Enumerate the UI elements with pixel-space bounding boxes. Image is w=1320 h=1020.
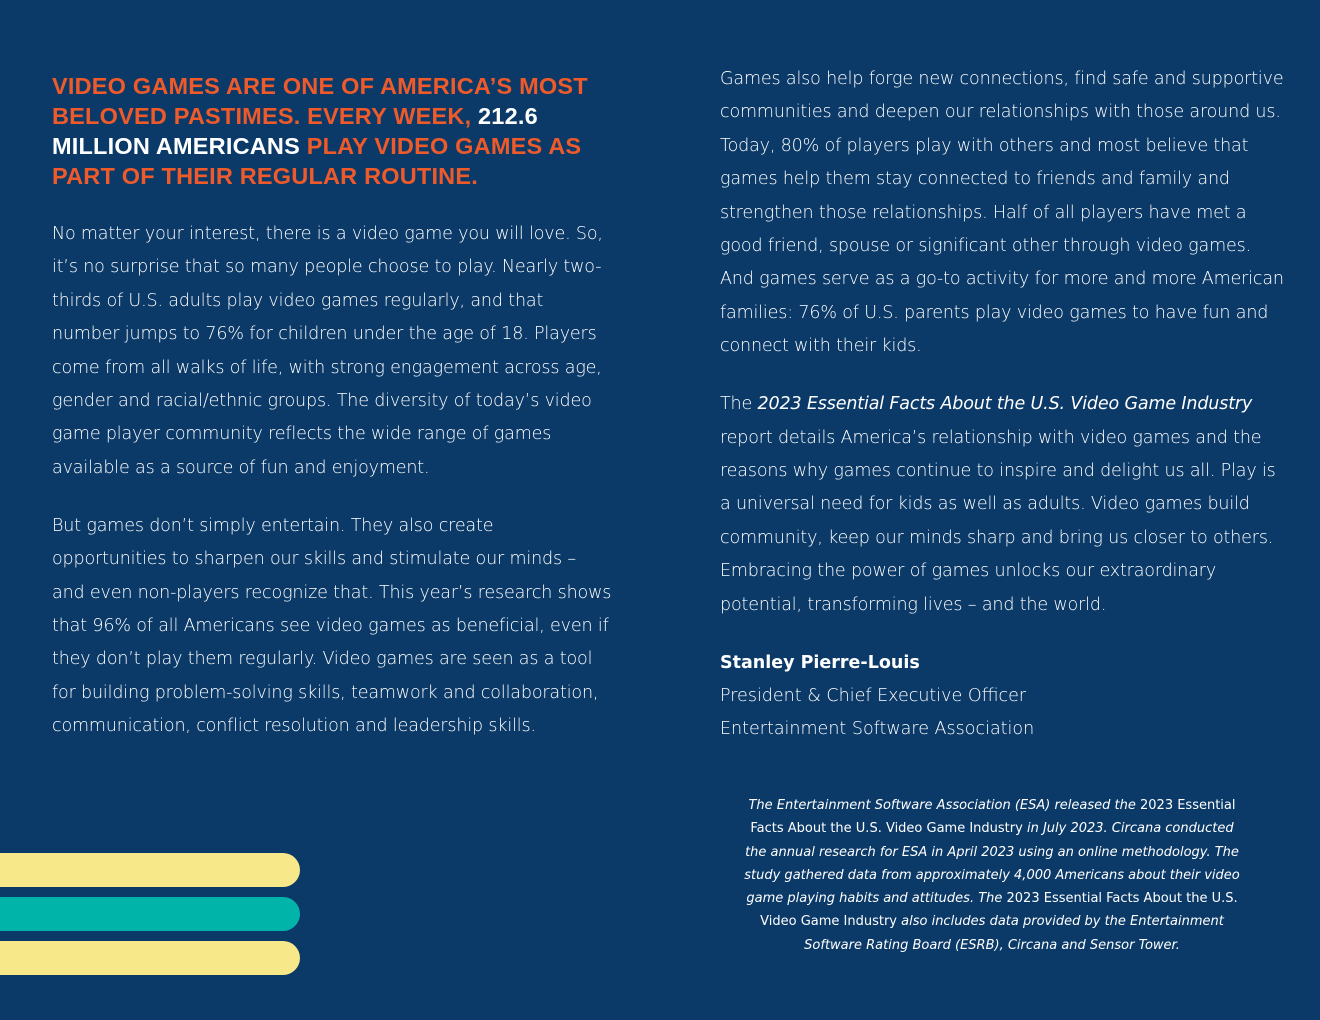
decorative-stripe-teal [0, 897, 300, 931]
footnote-report-title-2: 2023 Essential Facts About the U.S. Video Game Industry [760, 891, 1238, 930]
footnote-seg-3: in July 2023. Circana conducted the annual research for ESA in April 2023 using an online methodology. The study gathered data from approximately 4,000 Americans about their video game playing habits and attitudes. The [744, 821, 1240, 907]
left-column [52, 218, 612, 768]
footnote-seg-1: The Entertainment Software Association (ESA) released the [748, 798, 1140, 813]
report-title: 2023 Essential Facts About the U.S. Video Game Industry [757, 394, 1253, 415]
methodology-footnote [742, 794, 1242, 957]
signature-title: President & Chief Executive Officer [720, 685, 1027, 706]
signature-block [720, 647, 1290, 747]
paragraph-connections: Games also help forge new connections, find safe and supportive communities and deepen our relationships with those around us. Today, 80% of players play with others and most believe that games help them stay connected to friends and family and strengthen those relationships. Half of all players have met a good friend, spouse or significant other through video games. And games serve as a go-to activity for more and more American families: 76% of U.S. parents play video games to have fun and connect with their kids. [720, 69, 1284, 357]
paragraph-interest: No matter your interest, there is a video game you will love. So, it’s no surprise that so many people choose to play. Nearly two-thirds of U.S. adults play video games regularly, and that number jumps to 76% for children under the age of 18. Players come from all walks of life, with strong engagement across age, gender and racial/ethnic groups. The diversity of today’s video game player community reflects the wide range of games available as a source of fun and enjoyment. [52, 224, 603, 478]
footnote-seg-5: also includes data provided by the Entertainment Software Rating Board (ESRB), Circana and Sensor Tower. [804, 914, 1224, 953]
footnote-report-title-1: 2023 Essential Facts About the U.S. Video Game Industry [750, 798, 1236, 837]
signature-name: Stanley Pierre-Louis [720, 652, 920, 673]
headline-part-1: VIDEO GAMES ARE ONE OF AMERICA’S MOST BELOVED PASTIMES. EVERY WEEK, [52, 73, 588, 129]
decorative-stripe-yellow-top [0, 853, 300, 887]
report-rest: report details America’s relationship with video games and the reasons why games continue to inspire and delight us all. Play is a universal need for kids as well as adults. Video games build community, keep our minds sharp and bring us closer to others. Embracing the power of games unlocks our extraordinary potential, transforming lives – and the world. [720, 427, 1276, 615]
right-column [720, 63, 1290, 747]
headline-highlight: 212.6 MILLION AMERICANS [52, 103, 538, 159]
paragraph-report [720, 388, 1290, 622]
headline-part-2: PLAY VIDEO GAMES AS PART OF THEIR REGULAR ROUTINE. [52, 133, 582, 189]
paragraph-benefits: But games don’t simply entertain. They also create opportunities to sharpen our skills and stimulate our minds – and even non-players recognize that. This year’s research shows that 96% of all Americans see video games as beneficial, even if they don’t play them regularly. Video games are seen as a tool for building problem-solving skills, teamwork and collaboration, communication, conflict resolution and leadership skills. [52, 515, 612, 737]
headline [52, 71, 642, 191]
report-lead: The [720, 394, 758, 415]
decorative-stripe-yellow-bottom [0, 941, 300, 975]
signature-organization: Entertainment Software Association [720, 719, 1035, 740]
